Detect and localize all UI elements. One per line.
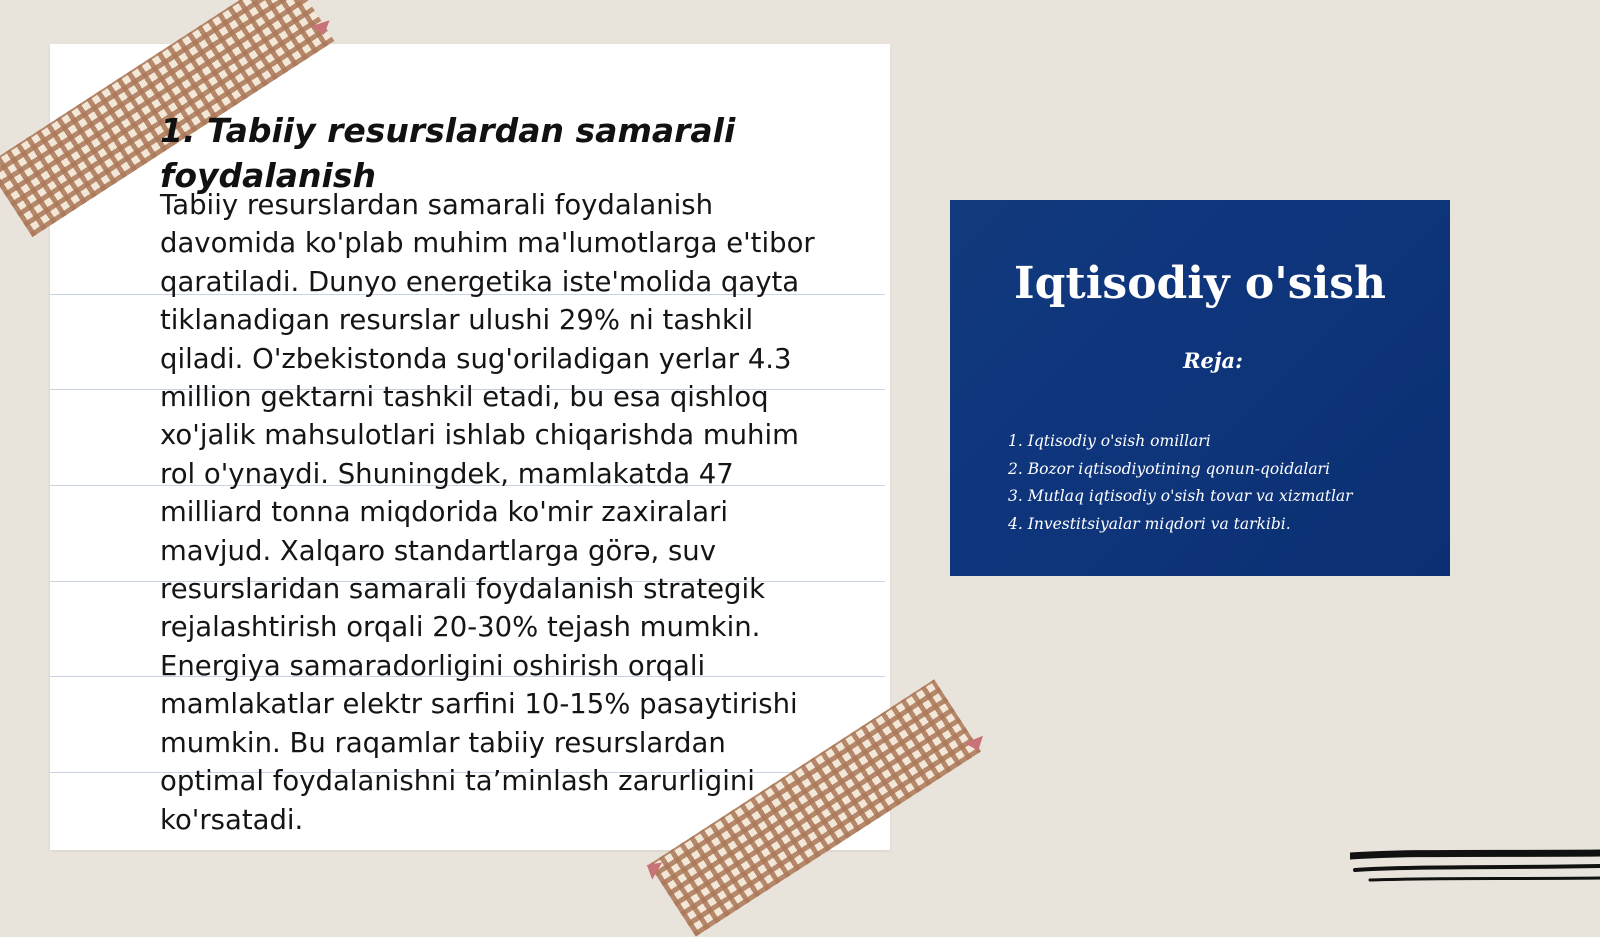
brush-line	[1370, 878, 1600, 880]
brush-line	[1355, 866, 1600, 870]
slide-title: Iqtisodiy o'sish	[1014, 258, 1386, 309]
slide-plan-list	[1008, 428, 1428, 538]
slide-plan-item: 4. Investitsiyalar miqdori va tarkibi.	[1008, 514, 1291, 533]
slide-subtitle: Reja:	[1183, 348, 1243, 373]
section-heading: 1. Tabiiy resurslardan samarali foydalanish	[160, 111, 736, 195]
brush-line	[1350, 853, 1600, 856]
decorative-brush-lines	[1350, 848, 1600, 888]
slide-plan-item: 3. Mutlaq iqtisodiy o'sish tovar va xizmatlar	[1008, 487, 1353, 505]
slide-plan-item: 2. Bozor iqtisodiyotining qonun-qoidalari	[1008, 459, 1330, 478]
section-body-text: Tabiiy resurslardan samarali foydalanish davomida ko'plab muhim ma'lumotlarga e'tibor qaratiladi. Dunyo energetika iste'molida qayta tiklanadigan resurslar ulushi 29% ni tashkil qiladi. O'zbekistonda sug'oriladigan yerlar 4.3 million gektarni tashkil etadi, bu esa qishloq xo'jalik mahsulotlari ishlab chiqarishda muhim rol o'ynaydi. Shuningdek, mamlakatda 47 milliard tonna miqdorida ko'mir zaxiralari mavjud. Xalqaro standartlarga görə, suv resurslaridan samarali foydalanish strategik rejalashtirish orqali 20-30% tejash mumkin. Energiya samaradorligini oshirish orqali mamlakatlar elektr sarfini 10-15% pasaytirishi mumkin. Bu raqamlar tabiiy resurslardan optimal foydalanishni ta’minlash zarurligini ko'rsatadi.	[160, 189, 815, 836]
slide-preview	[950, 200, 1450, 576]
slide-plan-item: 1. Iqtisodiy o'sish omillari	[1008, 432, 1211, 450]
